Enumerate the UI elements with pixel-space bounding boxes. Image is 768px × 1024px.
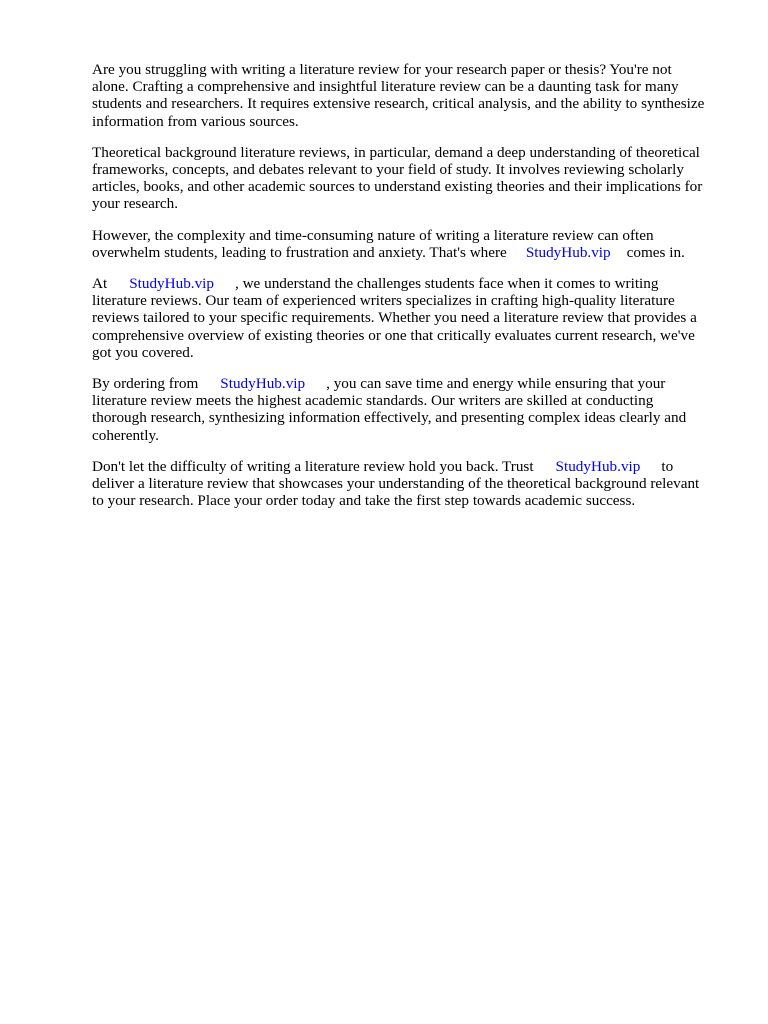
paragraph-call-to-action-lead: Don't let the difficulty of writing a literature review hold you back. Trust	[92, 457, 534, 475]
paragraph-ordering-text: , you can save time and energy while ensuring that your literature review meets the highest academic standards. Our writers are skilled at conducting thorough research, synthesizing information effectively, and presenting complex ideas clearly and coherently.	[92, 375, 687, 444]
paragraph-call-to-action-text: to deliver a literature review that showcases your understanding of the theoretical background relevant to your research. Place your order today and take the first step towards academic success.	[92, 457, 700, 510]
paragraph-complexity-text: However, the complexity and time-consuming nature of writing a literature review can often overwhelm students, leading to frustration and anxiety. That's where	[92, 226, 654, 261]
studyhub-link[interactable]: StudyHub.vip	[555, 457, 641, 475]
paragraph-complexity	[92, 227, 732, 261]
paragraph-at-studyhub	[92, 275, 732, 361]
studyhub-link[interactable]: StudyHub.vip	[129, 275, 214, 293]
paragraph-at-studyhub-text: , we understand the challenges students face when it comes to writing literature reviews. Our team of experienced writers specializes in crafting high-quality literature reviews tailored to your specific requirements. Whether you need a literature review that provides a comprehensive overview of existing theories or one that critically evaluates current research, we've got you covered.	[92, 275, 697, 361]
paragraph-theoretical-background-text: Theoretical background literature reviews, in particular, demand a deep understanding of theoretical frameworks, concepts, and debates relevant to your field of study. It involves reviewing scholarly articles, books, and other academic sources to understand existing theories and their implications for your research.	[92, 143, 703, 213]
paragraph-at-studyhub-lead: At	[92, 275, 108, 293]
studyhub-link[interactable]: StudyHub.vip	[220, 375, 306, 393]
paragraph-intro	[92, 61, 732, 130]
paragraph-intro-text: Are you struggling with writing a literature review for your research paper or thesis? You're not alone. Crafting a comprehensive and insightful literature review can be a daunting task for many students and researchers. It requires extensive research, critical analysis, and the ability to synthesize information from various sources.	[92, 61, 705, 130]
paragraph-call-to-action	[92, 458, 732, 510]
paragraph-complexity-tail: comes in.	[626, 243, 685, 261]
paragraph-ordering	[92, 375, 732, 444]
document-page	[92, 61, 732, 523]
studyhub-link[interactable]: StudyHub.vip	[525, 243, 611, 261]
paragraph-ordering-lead: By ordering from	[92, 375, 199, 393]
paragraph-theoretical-background	[92, 144, 732, 213]
